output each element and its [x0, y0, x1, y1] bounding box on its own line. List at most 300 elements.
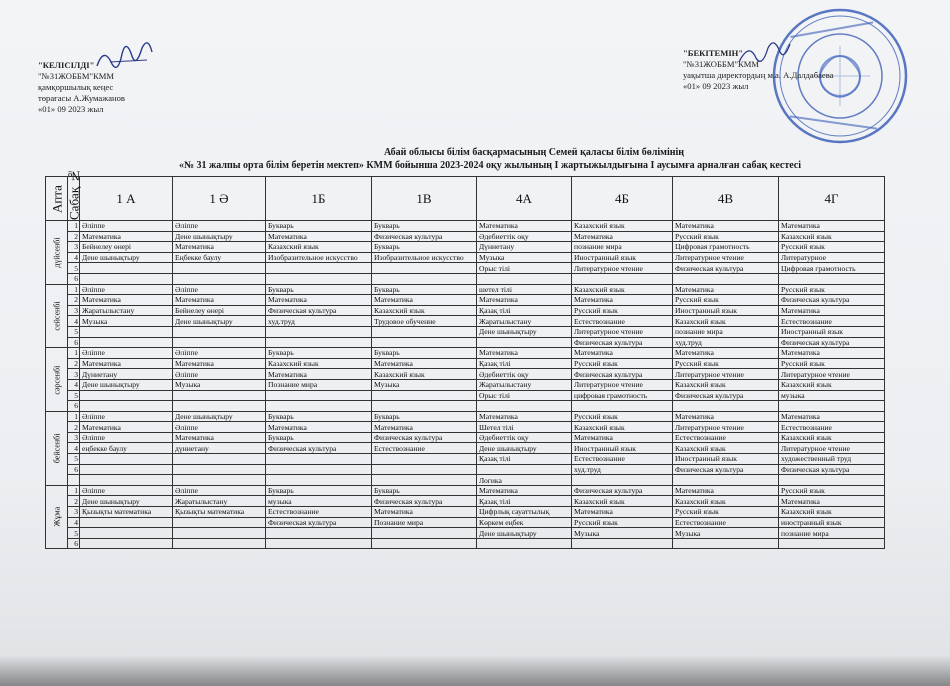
subject-cell: Дене шынықтыру	[80, 496, 173, 507]
subject-cell	[266, 454, 372, 465]
subject-cell: Казахский язык	[673, 443, 779, 454]
subject-cell: Букварь	[372, 348, 477, 359]
lesson-number: 3	[68, 369, 80, 380]
subject-cell: иностранный язык	[779, 517, 885, 528]
subject-cell: Математика	[266, 231, 372, 242]
subject-cell	[372, 326, 477, 337]
subject-cell	[779, 538, 885, 549]
subject-cell: Бейнелеу өнері	[173, 305, 266, 316]
subject-cell	[572, 273, 673, 284]
subject-cell	[372, 538, 477, 549]
right-approval-date: «01» 09 2023 жыл	[683, 81, 749, 91]
subject-cell: Казахский язык	[779, 379, 885, 390]
table-row	[46, 231, 885, 242]
subject-cell: познание мира	[779, 528, 885, 539]
subject-cell: Әліппе	[80, 221, 173, 232]
right-approval-block	[683, 48, 833, 92]
day-label: бейсенбі	[46, 411, 68, 485]
subject-cell: Букварь	[372, 242, 477, 253]
subject-cell	[266, 401, 372, 412]
subject-cell: Букварь	[266, 485, 372, 496]
subject-cell: Дүниетану	[80, 369, 173, 380]
table-row	[46, 369, 885, 380]
left-approval-date: «01» 09 2023 жыл	[38, 104, 104, 114]
subject-cell: Еңбекке баулу	[173, 252, 266, 263]
table-row	[46, 305, 885, 316]
subject-cell: цифровая грамотность	[572, 390, 673, 401]
lesson-number: 4	[68, 379, 80, 390]
subject-cell: Әліппе	[173, 348, 266, 359]
subject-cell	[80, 326, 173, 337]
subject-cell: Математика	[173, 295, 266, 306]
lesson-number	[68, 475, 80, 486]
lesson-number: 5	[68, 263, 80, 274]
right-approval-label: "БЕКІТЕМІН"	[683, 48, 744, 58]
subject-cell: Цифрлық сауаттылық	[477, 507, 572, 518]
subject-cell: Дене шынықтыру	[477, 326, 572, 337]
subject-cell: Казахский язык	[372, 369, 477, 380]
class-header: 1 Ә	[173, 177, 266, 221]
subject-cell: Познание мира	[266, 379, 372, 390]
subject-cell: Изобразительное искусство	[266, 252, 372, 263]
subject-cell	[80, 390, 173, 401]
subject-cell: Қызықты математика	[80, 507, 173, 518]
subject-cell: Әліппе	[173, 422, 266, 433]
subject-cell: худ.труд	[673, 337, 779, 348]
table-row	[46, 273, 885, 284]
subject-cell: Математика	[173, 432, 266, 443]
table-row	[46, 326, 885, 337]
subject-cell	[80, 273, 173, 284]
subject-cell	[779, 273, 885, 284]
subject-cell: Букварь	[266, 432, 372, 443]
subject-cell: Иностранный язык	[572, 443, 673, 454]
left-approval-label: "КЕЛІСІЛДІ"	[38, 60, 95, 70]
class-header: 4Б	[572, 177, 673, 221]
subject-cell	[572, 401, 673, 412]
subject-cell: Русский язык	[572, 411, 673, 422]
subject-cell: дүниетану	[173, 443, 266, 454]
subject-cell: Казахский язык	[779, 432, 885, 443]
left-approval-chair: төрағасы А.Жумажанов	[38, 93, 125, 103]
subject-cell: Әдебиеттік оқу	[477, 432, 572, 443]
subject-cell: Математика	[477, 485, 572, 496]
table-row	[46, 411, 885, 422]
lesson-number: 2	[68, 295, 80, 306]
subject-cell: Математика	[477, 411, 572, 422]
lesson-number: 3	[68, 507, 80, 518]
lesson-number: 6	[68, 538, 80, 549]
subject-cell: Математика	[266, 422, 372, 433]
subject-cell	[80, 337, 173, 348]
subject-cell	[372, 528, 477, 539]
lesson-number: 2	[68, 231, 80, 242]
lesson-number: 1	[68, 221, 80, 232]
subject-cell	[477, 337, 572, 348]
subject-cell: Әліппе	[80, 432, 173, 443]
subject-cell: Қазақ тілі	[477, 454, 572, 465]
subject-cell: Естествознание	[779, 316, 885, 327]
subject-cell: Математика	[572, 432, 673, 443]
subject-cell: Дене шынықтыру	[80, 379, 173, 390]
lesson-number: 1	[68, 348, 80, 359]
subject-cell	[80, 464, 173, 475]
subject-cell: Математика	[477, 348, 572, 359]
subject-cell: Қызықты математика	[173, 507, 266, 518]
subject-cell: Математика	[266, 369, 372, 380]
subject-cell: Математика	[673, 284, 779, 295]
subject-cell: Казахский язык	[572, 496, 673, 507]
subject-cell: Математика	[477, 221, 572, 232]
table-row	[46, 432, 885, 443]
subject-cell	[477, 401, 572, 412]
lesson-number: 5	[68, 326, 80, 337]
lesson-number: 2	[68, 358, 80, 369]
subject-cell: Русский язык	[779, 242, 885, 253]
table-row	[46, 284, 885, 295]
subject-cell: Математика	[673, 348, 779, 359]
subject-cell: Әліппе	[80, 348, 173, 359]
table-row	[46, 295, 885, 306]
subject-cell: Литературное чтение	[779, 369, 885, 380]
subject-cell: Русский язык	[673, 231, 779, 242]
subject-cell: Математика	[779, 411, 885, 422]
table-row	[46, 475, 885, 486]
subject-cell	[372, 401, 477, 412]
subject-cell	[477, 538, 572, 549]
subject-cell: Естествознание	[673, 517, 779, 528]
subject-cell: Букварь	[372, 284, 477, 295]
subject-cell: Физическая культура	[372, 496, 477, 507]
lesson-number: 1	[68, 284, 80, 295]
subject-cell: Дене шынықтыру	[80, 252, 173, 263]
table-row	[46, 464, 885, 475]
subject-cell: Литературное	[779, 252, 885, 263]
subject-cell: Русский язык	[572, 517, 673, 528]
subject-cell	[173, 475, 266, 486]
subject-cell: Орыс тілі	[477, 390, 572, 401]
table-row	[46, 401, 885, 412]
subject-cell: Дене шынықтыру	[477, 528, 572, 539]
subject-cell	[779, 401, 885, 412]
subject-cell: Әдебиеттік оқу	[477, 231, 572, 242]
subject-cell: Цифровая грамотность	[673, 242, 779, 253]
class-header: 4Г	[779, 177, 885, 221]
subject-cell	[173, 401, 266, 412]
subject-cell: Музыка	[80, 316, 173, 327]
subject-cell: Математика	[80, 422, 173, 433]
subject-cell: Казахский язык	[673, 316, 779, 327]
subject-cell: музыка	[779, 390, 885, 401]
subject-cell: Әліппе	[80, 411, 173, 422]
day-label: сәрсенбі	[46, 348, 68, 412]
subject-cell: Русский язык	[673, 295, 779, 306]
subject-cell: Литературное чтение	[572, 326, 673, 337]
subject-cell: шетел тілі	[477, 284, 572, 295]
subject-cell: Естествознание	[266, 507, 372, 518]
subject-cell: Дене шынықтыру	[173, 411, 266, 422]
subject-cell	[173, 538, 266, 549]
subject-cell	[673, 401, 779, 412]
subject-cell: Әліппе	[80, 284, 173, 295]
subject-cell: Букварь	[372, 411, 477, 422]
subject-cell: Физическая культура	[779, 464, 885, 475]
table-row	[46, 379, 885, 390]
subject-cell: Музыка	[572, 528, 673, 539]
subject-cell: Казахский язык	[779, 507, 885, 518]
subject-cell: Казахский язык	[673, 379, 779, 390]
table-row	[46, 538, 885, 549]
lesson-number: 3	[68, 242, 80, 253]
subject-cell: Естествознание	[572, 454, 673, 465]
subject-cell: Литературное чтение	[779, 443, 885, 454]
subject-cell: Физическая культура	[266, 443, 372, 454]
subject-cell: Букварь	[266, 284, 372, 295]
subject-cell: музыка	[266, 496, 372, 507]
subject-cell	[673, 273, 779, 284]
subject-cell: Көркем еңбек	[477, 517, 572, 528]
subject-cell: Музыка	[477, 252, 572, 263]
left-approval-council: қамқоршылық кеңес	[38, 82, 114, 92]
subject-cell	[372, 390, 477, 401]
subject-cell: Физическая культура	[572, 337, 673, 348]
subject-cell: Әліппе	[173, 369, 266, 380]
lesson-number: 4	[68, 443, 80, 454]
subject-cell: Казахский язык	[572, 284, 673, 295]
subject-cell	[372, 263, 477, 274]
right-approval-org: "№31ЖОББМ"КММ	[683, 59, 760, 69]
subject-cell	[80, 517, 173, 528]
table-row	[46, 507, 885, 518]
lesson-number: 2	[68, 422, 80, 433]
schedule-table	[45, 168, 885, 549]
week-header: Апта	[46, 177, 68, 221]
table-row	[46, 316, 885, 327]
subject-cell: Орыс тілі	[477, 263, 572, 274]
subject-cell	[372, 475, 477, 486]
table-row	[46, 517, 885, 528]
subject-cell: Дене шынықтыру	[173, 316, 266, 327]
subject-cell	[173, 517, 266, 528]
subject-cell	[477, 273, 572, 284]
subject-cell: Математика	[372, 295, 477, 306]
subject-cell: Букварь	[266, 348, 372, 359]
header-row	[46, 177, 885, 221]
subject-cell: Физическая культура	[572, 369, 673, 380]
table-row	[46, 348, 885, 359]
subject-cell: Физическая культура	[673, 390, 779, 401]
table-row	[46, 422, 885, 433]
subject-cell: Әліппе	[173, 284, 266, 295]
table-row	[46, 443, 885, 454]
subject-cell: Бейнелеу өнері	[80, 242, 173, 253]
subject-cell	[80, 538, 173, 549]
class-header: 1Б	[266, 177, 372, 221]
subject-cell: Иностранный язык	[673, 454, 779, 465]
subject-cell: Познание мира	[372, 517, 477, 528]
subject-cell: Казахский язык	[266, 242, 372, 253]
table-row	[46, 528, 885, 539]
day-label: Жұма	[46, 485, 68, 549]
left-approval-block	[38, 60, 125, 115]
subject-cell: Букварь	[372, 485, 477, 496]
subject-cell: познание мира	[673, 326, 779, 337]
subject-cell: Математика	[779, 348, 885, 359]
subject-cell: Естествознание	[572, 316, 673, 327]
lesson-number: 6	[68, 273, 80, 284]
document-title	[0, 146, 950, 172]
subject-cell	[80, 528, 173, 539]
subject-cell	[673, 538, 779, 549]
subject-cell: Қазақ тілі	[477, 305, 572, 316]
lesson-number: 6	[68, 464, 80, 475]
lesson-number: 6	[68, 401, 80, 412]
subject-cell: Математика	[372, 358, 477, 369]
class-header: 4А	[477, 177, 572, 221]
lesson-number: 2	[68, 496, 80, 507]
subject-cell: Русский язык	[673, 507, 779, 518]
subject-cell: Логика	[477, 475, 572, 486]
subject-cell: Математика	[80, 231, 173, 242]
subject-cell: Математика	[673, 485, 779, 496]
title-line-2: «№ 31 жалпы орта білім беретін мектеп» КММ бойынша 2023-2024 оқу жылының І жартыжылдығына І аусымға арналған сабақ кестесі	[178, 160, 802, 171]
subject-cell	[173, 263, 266, 274]
subject-cell	[173, 326, 266, 337]
subject-cell: Казахский язык	[673, 496, 779, 507]
subject-cell	[173, 337, 266, 348]
page-shadow	[0, 655, 950, 686]
subject-cell: Литературное чтение	[673, 422, 779, 433]
subject-cell: Физическая культура	[779, 337, 885, 348]
subject-cell: Литературное чтение	[673, 369, 779, 380]
subject-cell: Казахский язык	[372, 305, 477, 316]
lesson-number: 4	[68, 517, 80, 528]
subject-cell: Дүниетану	[477, 242, 572, 253]
subject-cell: Музыка	[673, 528, 779, 539]
subject-cell	[80, 454, 173, 465]
subject-cell: Казахский язык	[572, 221, 673, 232]
subject-cell: худ.труд	[572, 464, 673, 475]
subject-cell: Математика	[80, 358, 173, 369]
table-row	[46, 263, 885, 274]
subject-cell: Физическая культура	[266, 517, 372, 528]
subject-cell: Иностранный язык	[779, 326, 885, 337]
subject-cell: Русский язык	[779, 358, 885, 369]
title-line-1: Абай облысы білім басқармасының Семей қаласы білім бөлімінің	[383, 147, 685, 158]
subject-cell	[779, 475, 885, 486]
lesson-number: 3	[68, 432, 80, 443]
subject-cell: Музыка	[372, 379, 477, 390]
subject-cell: Букварь	[372, 221, 477, 232]
table-row	[46, 358, 885, 369]
subject-cell: Казахский язык	[266, 358, 372, 369]
subject-cell	[372, 464, 477, 475]
subject-cell: Русский язык	[673, 358, 779, 369]
subject-cell: Математика	[372, 422, 477, 433]
subject-cell: худ.труд	[266, 316, 372, 327]
subject-cell	[173, 390, 266, 401]
subject-cell	[266, 464, 372, 475]
subject-cell: Естествознание	[372, 443, 477, 454]
subject-cell: Математика	[477, 295, 572, 306]
subject-cell	[266, 538, 372, 549]
subject-cell: Естествознание	[673, 432, 779, 443]
subject-cell: Әліппе	[80, 485, 173, 496]
subject-cell: Әліппе	[173, 221, 266, 232]
subject-cell: познание мира	[572, 242, 673, 253]
subject-cell: Физическая культура	[779, 295, 885, 306]
subject-cell: Математика	[779, 221, 885, 232]
table-row	[46, 496, 885, 507]
subject-cell	[673, 475, 779, 486]
lesson-number: 5	[68, 528, 80, 539]
subject-cell	[266, 326, 372, 337]
table-row	[46, 221, 885, 232]
right-approval-director: уақытша директордың м.а. А.Далдабаева	[683, 70, 834, 80]
subject-cell: Қазақ тілі	[477, 496, 572, 507]
subject-cell: Иностранный язык	[572, 252, 673, 263]
subject-cell: еңбекке баулу	[80, 443, 173, 454]
subject-cell	[80, 401, 173, 412]
subject-cell	[266, 475, 372, 486]
subject-cell: Музыка	[173, 379, 266, 390]
subject-cell: Русский язык	[779, 485, 885, 496]
subject-cell: Физическая культура	[372, 432, 477, 443]
table-row	[46, 454, 885, 465]
subject-cell	[572, 538, 673, 549]
subject-cell: Математика	[572, 348, 673, 359]
subject-cell: Математика	[779, 305, 885, 316]
subject-cell: Русский язык	[572, 305, 673, 316]
subject-cell: Физическая культура	[673, 464, 779, 475]
subject-cell: Цифровая грамотность	[779, 263, 885, 274]
subject-cell: Жаратылыстану	[173, 496, 266, 507]
subject-cell	[80, 475, 173, 486]
subject-cell: Русский язык	[572, 358, 673, 369]
subject-cell: Литературное чтение	[572, 263, 673, 274]
subject-cell: Физическая культура	[266, 305, 372, 316]
subject-cell: Русский язык	[779, 284, 885, 295]
subject-cell: Математика	[673, 221, 779, 232]
subject-cell: Жаратылыстану	[477, 316, 572, 327]
table-row	[46, 252, 885, 263]
subject-cell: Казахский язык	[779, 231, 885, 242]
lesson-number: 1	[68, 485, 80, 496]
subject-cell: Литературное чтение	[572, 379, 673, 390]
table-row	[46, 390, 885, 401]
day-label: дүйсенбі	[46, 221, 68, 285]
subject-cell	[173, 454, 266, 465]
subject-cell: Физическая культура	[572, 485, 673, 496]
subject-cell	[266, 528, 372, 539]
subject-cell: художественный труд	[779, 454, 885, 465]
subject-cell: Қазақ тілі	[477, 358, 572, 369]
subject-cell	[372, 337, 477, 348]
subject-cell: Математика	[173, 242, 266, 253]
subject-cell	[372, 273, 477, 284]
class-header: 1В	[372, 177, 477, 221]
subject-cell: Жаратылыстану	[80, 305, 173, 316]
table-row	[46, 242, 885, 253]
subject-cell	[266, 390, 372, 401]
subject-cell: Математика	[572, 231, 673, 242]
subject-cell: Математика	[173, 358, 266, 369]
subject-cell: Математика	[80, 295, 173, 306]
subject-cell: Әдебиеттік оқу	[477, 369, 572, 380]
subject-cell	[266, 337, 372, 348]
day-label: сейсенбі	[46, 284, 68, 348]
left-approval-org: "№31ЖОББМ"КММ	[38, 71, 115, 81]
